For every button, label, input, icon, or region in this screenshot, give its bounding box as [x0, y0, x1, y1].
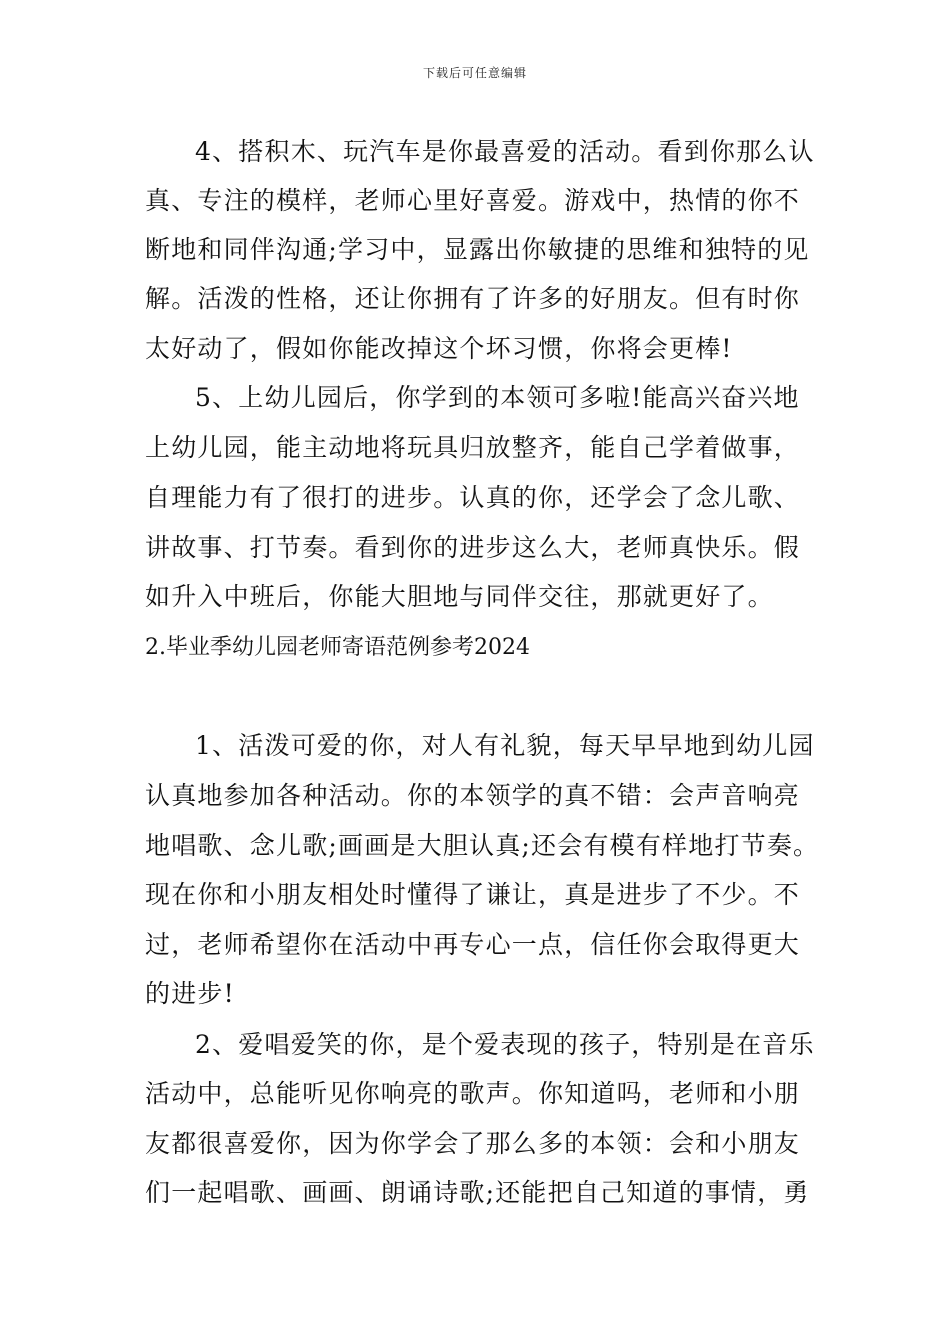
paragraph-4-line-5: 太好动了，假如你能改掉这个坏习惯，你将会更棒! — [145, 334, 733, 363]
paragraph-5-line-2: 上幼儿园，能主动地将玩具归放整齐，能自己学着做事， — [145, 433, 801, 462]
section2-paragraph-1-line-1: 1、活泼可爱的你，对人有礼貌，每天早早地到幼儿园 — [195, 731, 815, 760]
section2-paragraph-2-line-3: 友都很喜爱你，因为你学会了那么多的本领：会和小朋友 — [145, 1129, 801, 1158]
section2-paragraph-1-line-5: 过，老师希望你在活动中再专心一点，信任你会取得更大 — [145, 930, 801, 959]
paragraph-4-line-1: 4、搭积木、玩汽车是你最喜爱的活动。看到你那么认 — [195, 137, 815, 166]
section2-paragraph-2-line-1: 2、爱唱爱笑的你，是个爱表现的孩子，特别是在音乐 — [195, 1030, 815, 1059]
paragraph-5-line-1: 5、上幼儿园后，你学到的本领可多啦!能高兴奋兴地 — [195, 383, 800, 412]
section2-paragraph-1-line-2: 认真地参加各种活动。你的本领学的真不错：会声音响亮 — [145, 781, 801, 810]
page-header-note: 下载后可任意编辑 — [422, 66, 527, 80]
section2-paragraph-1-line-3: 地唱歌、念儿歌;画画是大胆认真;还会有模有样地打节奏。 — [145, 831, 820, 860]
section2-paragraph-1-line-4: 现在你和小朋友相处时懂得了谦让，真是进步了不少。不 — [145, 880, 801, 909]
section2-paragraph-2-line-2: 活动中，总能听见你响亮的歌声。你知道吗，老师和小朋 — [145, 1079, 801, 1108]
section2-paragraph-1-line-6: 的进步! — [145, 979, 235, 1008]
paragraph-5-line-4: 讲故事、打节奏。看到你的进步这么大，老师真快乐。假 — [145, 533, 801, 562]
section2-paragraph-2-line-4: 们一起唱歌、画画、朗诵诗歌;还能把自己知道的事情，勇 — [145, 1178, 810, 1207]
paragraph-4-line-2: 真、专注的模样，老师心里好喜爱。游戏中，热情的你不 — [145, 186, 801, 215]
paragraph-5-line-5: 如升入中班后，你能大胆地与同伴交往，那就更好了。 — [145, 582, 774, 611]
paragraph-5-line-3: 自理能力有了很打的进步。认真的你，还学会了念儿歌、 — [145, 483, 801, 512]
paragraph-4-line-4: 解。活泼的性格，还让你拥有了许多的好朋友。但有时你 — [145, 284, 801, 313]
section-heading: 2.毕业季幼儿园老师寄语范例参考2024 — [145, 635, 530, 660]
paragraph-4-line-3: 断地和同伴沟通;学习中，显露出你敏捷的思维和独特的见 — [145, 235, 810, 264]
